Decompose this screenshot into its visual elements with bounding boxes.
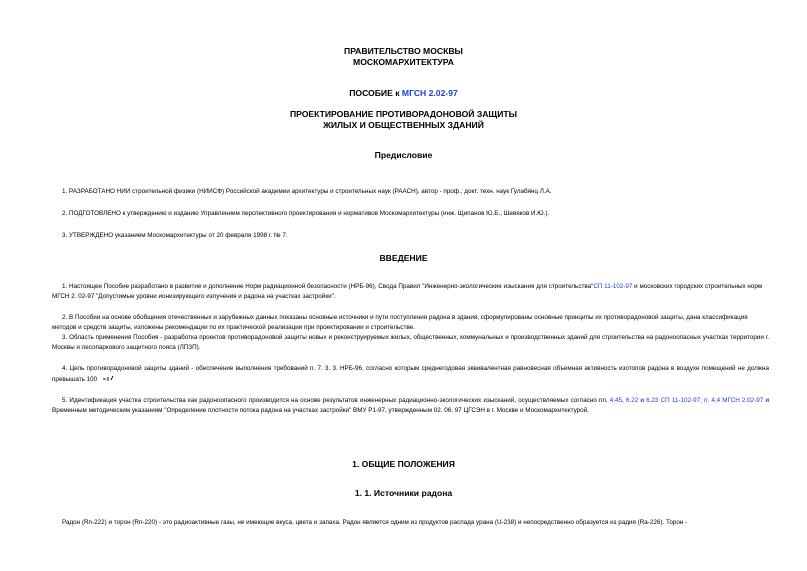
intro-item-3: 3. Область применения Пособия - разработка проектов противорадоновой защиты новых и реконструируемых жилых, общественных, коммунальных и производственных зданий для строительства на радоноопасных участках территории г. Москвы и лесопаркового защитного пояса (ЛПЗП).	[52, 334, 769, 352]
preface-item-1: 1. РАЗРАБОТАНО НИИ строительной физики (НИИСФ) Российской академии архитектуры и строительных наук (РААСН), автор - проф., докт. техн. наук Гулабянц Л.А.	[62, 188, 552, 195]
section-1-heading: 1. ОБЩИЕ ПОЛОЖЕНИЯ	[352, 459, 455, 469]
doc-title-line2: ЖИЛЫХ И ОБЩЕСТВЕННЫХ ЗДАНИЙ	[323, 120, 484, 130]
intro-item-1-text-b: и московских городских строительных норм МГСН 2. 02-97 "Допустимые уровни ионизирующего излучения и радона на участках застройки".	[52, 283, 763, 301]
preface-item-2: 2. ПОДГОТОВЛЕНО к утверждению и изданию Управлением перспективного проектирования и нормативов Москомархитектуры (инж. Щипанов Ю.Б., Шевяков И.Ю.).	[62, 210, 550, 217]
clause-6-22-link[interactable]: 6.22	[625, 397, 639, 404]
intro-item-2: 2. В Пособии на основе обобщения отечественных и зарубежных данных показаны основные источники и пути поступления радона в здания, сформулированы основные принципы их противорадоновой защиты, дана классификация методов и средств защиты, изложены рекомендации по их практической реализации при проектировании и строительстве.	[52, 314, 748, 332]
intro-item-4-text: 4. Цель противорадоновой защиты зданий - обеспечение выполнения требований п. 7. 3. 3. НРБ-96, согласно которым среднегодовая эквивалентная равновесная объемная активность изотопов радона в воздухе помещений не должна превышать 100	[52, 365, 769, 384]
intro-item-1	[52, 282, 769, 303]
clause-6-23-link[interactable]: 6.23	[646, 397, 659, 404]
mgsn-link[interactable]: МГСН 2.02-97	[401, 88, 458, 98]
intro-item-5-text-b: и Временным методическим указаниям "Определение плотности потока радона на участках застройки" ВМУ Р1-97, утвержденным 02. 06. 97 ЦГСЭН в г. Москве и Москомархитектурой.	[52, 397, 769, 415]
intro-item-4	[52, 364, 769, 386]
section-1-1-paragraph: Радон (Rn-222) и торон (Rn-220) - это радиоактивные газы, не имеющие вкуса, цвета и запаха. Радон является одним из продуктов распада урана (U-238) и непосредственно образуется из радия (Ra-226). Торон -	[62, 519, 688, 526]
header-agency: МОСКОМАРХИТЕКТУРА	[353, 57, 454, 67]
intro-item-1-text-a: 1. Настоящее Пособие разработано в развитие и дополнение Норм радиационной безопасности (НРБ-96), Свода Правил "Инженерно-экологические изыскания для строительства"	[62, 283, 594, 290]
posobie-line	[0, 88, 807, 99]
preface-item-3: 3. УТВЕРЖДЕНО указанием Москомархитектуры от 20 февраля 1998 г. № 7.	[62, 232, 288, 239]
doc-title-line1: ПРОЕКТИРОВАНИЕ ПРОТИВОРАДОНОВОЙ ЗАЩИТЫ	[289, 109, 518, 119]
intro-heading: ВВЕДЕНИЕ	[379, 253, 428, 263]
intro-item-5-text-a: 5. Идентификация участка строительства как радоноопасного производится на основе результатов инженерных радиационно-экологических изысканий, осуществляемых согласно пп.	[62, 397, 610, 404]
unit-symbol-icon	[97, 376, 116, 383]
sp-11-102-97-link[interactable]: СП 11-102-97	[593, 283, 633, 290]
posobie-prefix: ПОСОБИЕ к	[349, 88, 400, 98]
preface-heading: Предисловие	[374, 150, 433, 160]
header-government: ПРАВИТЕЛЬСТВО МОСКВЫ	[344, 46, 463, 56]
intro-item-5	[52, 396, 769, 417]
clause-4-45-link[interactable]: 4.45	[609, 397, 623, 404]
intro-item-5-sep-2: и	[638, 397, 647, 404]
sp-mgsn-link[interactable]: СП 11-102-97; п. 4.4 МГСН 2.02-97	[660, 397, 764, 404]
intro-item-5-sep-1: ,	[622, 397, 626, 404]
section-1-1-heading: 1. 1. Источники радона	[354, 488, 453, 498]
